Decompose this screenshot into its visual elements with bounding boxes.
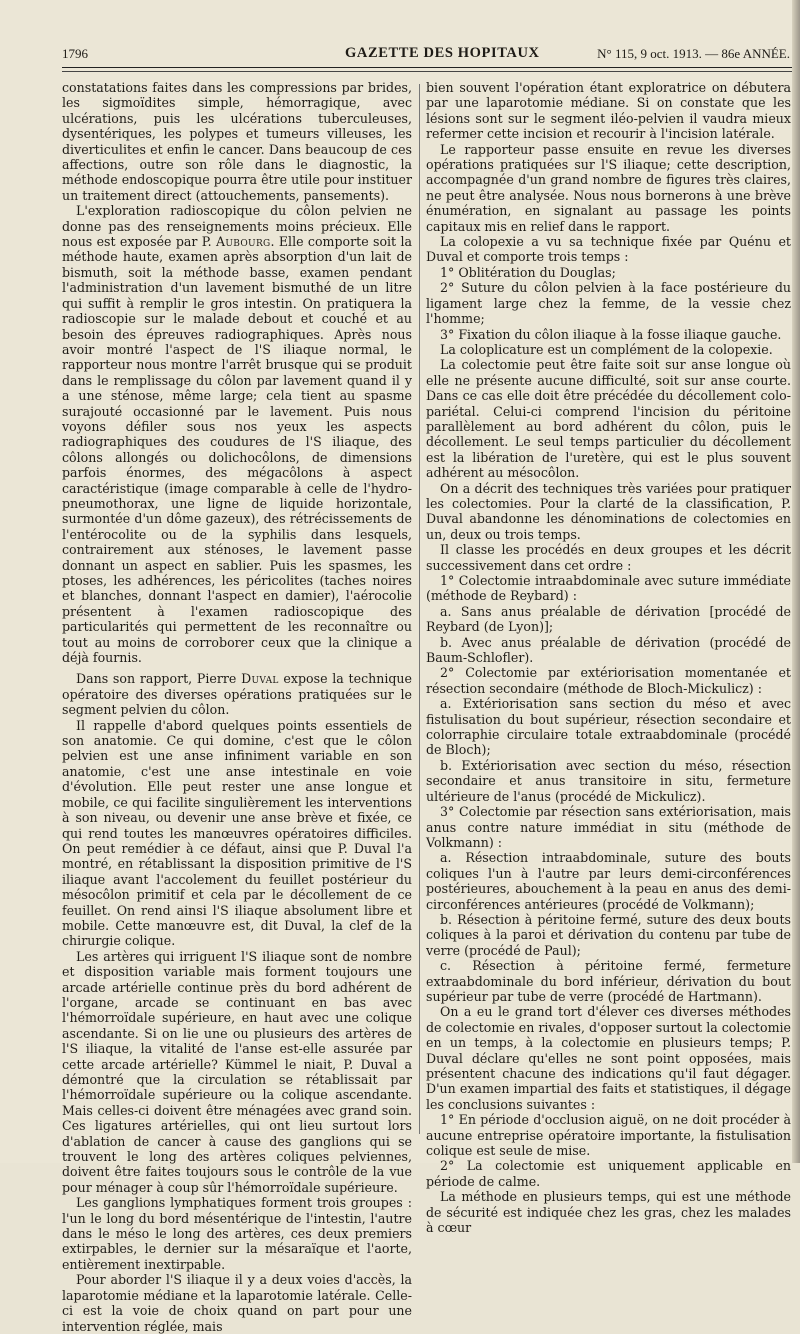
paragraph: La colectomie peut être faite soit sur anse longue où elle ne présente aucune difficulté, soit sur anse courte. Dans ce cas elle doit être précédée du décollement colo-pariétal. Celui-ci comprend l'incision du péritoine parallèlement au bord adhérent du côlon, puis le décollement. Le seul temps particulier du décollement est la libération de l'uretère, qui est le plus souvent adhérent au mésocôlon. [426,357,791,481]
paragraph: La colopexie a vu sa technique fixée par Quénu et Duval et comporte trois temps : [426,234,791,265]
paragraph: constatations faites dans les compressions par brides, les sigmoïdites simple, hémorragique, avec ulcérations, puis les ulcérations tuberculeuses, dysentériques, les polypes et tumeurs villeuses, les diverticulites et enfin le cancer. Dans beaucoup de ces affections, outre son rôle dans le diagnostic, la méthode endoscopique pourra être utile pour instituer un traitement direct (attouchements, pansements). [62,80,412,203]
paragraph: L'exploration radioscopique du côlon pelvien ne donne pas des renseignements moins précieux. Elle nous est exposée par P. Aubourg. Elle comporte soit la méthode haute, examen après absorption d'un lait de bismuth, soit la méthode basse, examen pendant l'administration d'un lavement bismuthé de un litre qui suffit à remplir le gros intestin. On pratiquera la radioscopie sur le malade debout et couché et au besoin des épreuves radiographiques. Après nous avoir montré l'aspect de l'S iliaque normal, le rapporteur nous montre l'arrêt brusque qui se produit dans le remplissage du côlon par lavement quand il y a une sténose, même large; cela tient au spasme surajouté occasionné par le lavement. Puis nous voyons défiler sous nos yeux les aspects radiographiques des coudures de l'S iliaque, des côlons allongés ou dolichocôlons, de dimensions parfois énormes, des mégacôlons à aspect caractéristique (image comparable à celle de l'hydro-pneumothorax, une ligne de liquide horizontale, surmontée d'un dôme gazeux), des rétrécissements de l'entérocolite ou de la syphilis dans lesquels, contrairement aux sténoses, le lavement passe donnant un aspect en sablier. Puis les spasmes, les ptoses, les adhérences, les péricolites (taches noires et blanches, donnant l'aspect en damier), l'aérocolie présentent à l'examen radioscopique des particularités qui permettent de les reconnaître ou tout au moins de corroborer ceux que la clinique a déjà fournis. [62,203,412,666]
list-item: 3° Colectomie par résection sans extériorisation, mais anus contre nature immédiat in situ (méthode de Volkmann) : [426,804,791,850]
paragraph: Pour aborder l'S iliaque il y a deux voies d'accès, la laparotomie médiane et la laparotomie latérale. Celle-ci est la voie de choix quand on part pour une intervention réglée, mais [62,1272,412,1334]
author-name: Aubourg [216,234,271,250]
list-item: 1° En période d'occlusion aiguë, on ne doit procéder à aucune entreprise opératoire importante, la fistulisation colique est seule de mise. [426,1112,791,1159]
paragraph: Le rapporteur passe ensuite en revue les diverses opérations pratiquées sur l'S iliaque; cette description, accompagnée d'un grand nombre de figures très claires, ne peut être analysée. Nous nous bornerons à une brève énumération, en signalant au passage les points capitaux mis en relief dans le rapport. [426,141,791,234]
list-item: 1° Oblitération du Douglas; [440,264,616,280]
list-item: 3° Fixation du côlon iliaque à la fosse iliaque gauche. [440,326,782,342]
right-column [426,80,791,1235]
list-item: b. Extériorisation avec section du méso, résection secondaire et anus transitoire in situ, fermeture ultérieure de l'anus (procédé de Mickulicz). [426,757,791,804]
list-item: 2° La colectomie est uniquement applicable en période de calme. [426,1158,791,1189]
list-item: 2° Colectomie par extériorisation momentanée et résection secondaire (méthode de Bloch-Mickulicz) : [426,665,791,696]
paragraph: Il classe les procédés en deux groupes et les décrit successivement dans cet ordre : [426,542,791,573]
paragraph: bien souvent l'opération étant exploratrice on débutera par une laparotomie médiane. Si on constate que les lésions sont sur le segment iléo-pelvien il vaudra mieux refermer cette incision et recourir à l'incision latérale. [426,80,791,142]
list-item: 1° Colectomie intraabdominale avec suture immédiate (méthode de Reybard) : [426,573,791,604]
issue-info: N° 115, 9 oct. 1913. — 86e ANNÉE. [597,46,790,61]
list-item: c. Résection à péritoine fermé, fermeture extraabdominale du bord inférieur, dérivation du bout supérieur par tube de verre (procédé de Hartmann). [426,958,791,1004]
author-name: Duval [241,671,279,687]
list-item: b. Avec anus préalable de dérivation (procédé de Baum-Schlofler). [426,634,791,666]
left-column [62,80,412,1334]
list-item: a. Extériorisation sans section du méso et avec fistulisation du bout supérieur, résection secondaire et colorraphie circulaire totale extraabdominale (procédé de Bloch); [426,696,791,758]
list-item: a. Résection intraabdominale, suture des bouts coliques l'un à l'autre par leurs demi-circonférences postérieures, abouchement à la peau en anus des demi-circonférences antérieures (procédé de Volkmann); [426,850,791,912]
paragraph: On a eu le grand tort d'élever ces diverses méthodes de colectomie en rivales, d'opposer surtout la colectomie en un temps, à la colectomie en plusieurs temps; P. Duval déclare qu'elles ne sont point opposées, mais présentent chacune des indications qu'il faut dégager. D'un examen impartial des faits et statistiques, il dégage les conclusions suivantes : [426,1004,791,1112]
header-rule-thin [62,71,792,72]
paragraph: Les artères qui irriguent l'S iliaque sont de nombre et disposition variable mais forment toujours une arcade artérielle continue près du bord adhérent de l'organe, arcade se continuant en bas avec l'hémorroïdale supérieure, en haut avec une colique ascendante. Si on lie une ou plusieurs des artères de l'S iliaque, la vitalité de l'anse est-elle assurée par cette arcade artérielle? Kümmel le niait, P. Duval a démontré que la circulation se rétablissait par l'hémorroïdale supérieure ou la colique ascendante. Mais celles-ci doivent être ménagées avec grand soin. Ces ligatures artérielles, qui ont lieu surtout lors d'ablation de cancer à cause des ganglions qui se trouvent le long des artères coliques pelviennes, doivent être faites toujours sous le contrôle de la vue pour ménager à coup sûr l'hémorroïdale supérieure. [62,948,412,1195]
page-header [62,44,792,64]
column-divider [419,84,420,1134]
paragraph: Les ganglions lymphatiques forment trois groupes : l'un le long du bord mésentérique de l'intestin, l'autre dans le méso le long des artères, ces deux premiers extirpables, le dernier sur la mésaraïque et l'aorte, entièrement inextirpable. [62,1195,412,1272]
list-item: 2° Suture du côlon pelvien à la face postérieure du ligament large chez la femme, de la vessie chez l'homme; [426,280,791,327]
header-rule [62,67,792,68]
list-item: a. Sans anus préalable de dérivation [procédé de Reybard (de Lyon)]; [426,603,791,635]
paragraph: Dans son rapport, Pierre Duval expose la technique opératoire des diverses opérations pratiquées sur le segment pelvien du côlon. [62,671,412,718]
journal-title: GAZETTE DES HOPITAUX [345,45,540,61]
page-number: 1796 [62,46,88,61]
paragraph: La méthode en plusieurs temps, qui est une méthode de sécurité est indiquée chez les gras, chez les malades à cœur [426,1189,791,1236]
page-edge-shadow [792,0,800,1163]
paragraph: La coloplicature est un complément de la colopexie. [440,341,773,357]
paragraph: Il rappelle d'abord quelques points essentiels de son anatomie. Ce qui domine, c'est que le côlon pelvien est une anse infiniment variable en son anatomie, c'est une anse intestinale en voie d'évolution. Elle peut rester une anse longue et mobile, ce qui facilite singulièrement les interventions à son niveau, ou devenir une anse brève et fixée, ce qui rend toutes les manœuvres opératoires difficiles. On peut remédier à ce défaut, ainsi que P. Duval l'a montré, en rétablissant la disposition primitive de l'S iliaque avant l'accolement du feuillet postérieur du mésocôlon primitif et cela par le décollement de ce feuillet. On rend ainsi l'S iliaque absolument libre et mobile. Cette manœuvre est, dit Duval, la clef de la chirurgie colique. [62,717,412,949]
list-item: b. Résection à péritoine fermé, suture des deux bouts coliques à la paroi et dérivation du contenu par tube de verre (procédé de Paul); [426,911,791,958]
paragraph: On a décrit des techniques très variées pour pratiquer les colectomies. Pour la clarté de la classification, P. Duval abandonne les dénominations de colectomies en un, deux ou trois temps. [426,480,791,542]
